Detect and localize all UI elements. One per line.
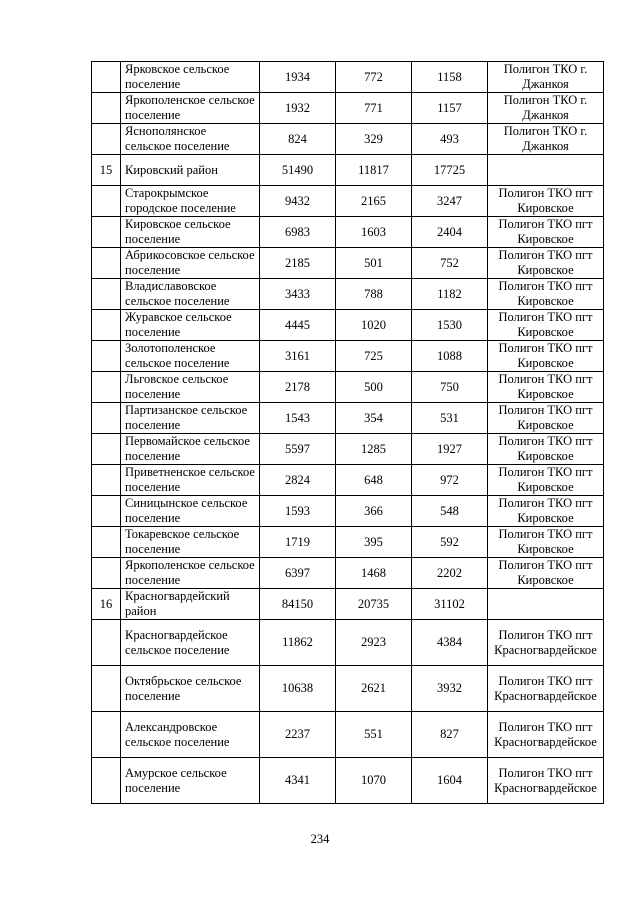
value-col-2: 20735 [336, 589, 412, 620]
row-number [92, 93, 121, 124]
value-col-3: 4384 [412, 620, 488, 666]
row-number [92, 434, 121, 465]
value-col-3: 827 [412, 712, 488, 758]
settlement-name: Токаревское сельское поселение [121, 527, 260, 558]
value-col-3: 1157 [412, 93, 488, 124]
row-number [92, 620, 121, 666]
row-number [92, 465, 121, 496]
value-col-3: 2404 [412, 217, 488, 248]
settlement-name: Яркополенское сельское поселение [121, 558, 260, 589]
row-number [92, 279, 121, 310]
value-col-1: 2824 [260, 465, 336, 496]
value-col-1: 1932 [260, 93, 336, 124]
value-col-1: 2178 [260, 372, 336, 403]
value-col-2: 725 [336, 341, 412, 372]
value-col-1: 3433 [260, 279, 336, 310]
value-col-1: 6983 [260, 217, 336, 248]
value-col-1: 51490 [260, 155, 336, 186]
row-number [92, 372, 121, 403]
value-col-1: 2185 [260, 248, 336, 279]
table-row [92, 558, 604, 589]
value-col-1: 10638 [260, 666, 336, 712]
value-col-2: 395 [336, 527, 412, 558]
value-col-2: 354 [336, 403, 412, 434]
row-number [92, 496, 121, 527]
value-col-3: 1530 [412, 310, 488, 341]
destination-landfill: Полигон ТКО пгт Кировское [488, 403, 604, 434]
settlement-name: Синицынское сельское поселение [121, 496, 260, 527]
destination-landfill: Полигон ТКО г. Джанкоя [488, 62, 604, 93]
value-col-3: 1927 [412, 434, 488, 465]
row-number [92, 403, 121, 434]
value-col-1: 5597 [260, 434, 336, 465]
table-row [92, 403, 604, 434]
value-col-1: 1719 [260, 527, 336, 558]
row-number [92, 124, 121, 155]
destination-landfill: Полигон ТКО пгт Красногвардейское [488, 620, 604, 666]
row-number: 16 [92, 589, 121, 620]
destination-landfill: Полигон ТКО пгт Кировское [488, 217, 604, 248]
settlement-name: Журавское сельское поселение [121, 310, 260, 341]
table-row [92, 124, 604, 155]
value-col-2: 501 [336, 248, 412, 279]
destination-landfill: Полигон ТКО г. Джанкоя [488, 124, 604, 155]
page-number: 234 [310, 832, 330, 846]
value-col-1: 824 [260, 124, 336, 155]
value-col-3: 3247 [412, 186, 488, 217]
table-row [92, 527, 604, 558]
destination-landfill: Полигон ТКО пгт Кировское [488, 186, 604, 217]
value-col-3: 1088 [412, 341, 488, 372]
value-col-3: 752 [412, 248, 488, 279]
table-row [92, 758, 604, 804]
row-number [92, 186, 121, 217]
row-number [92, 666, 121, 712]
settlement-name: Яркополенское сельское поселение [121, 93, 260, 124]
destination-landfill: Полигон ТКО пгт Кировское [488, 527, 604, 558]
value-col-1: 1934 [260, 62, 336, 93]
value-col-2: 1020 [336, 310, 412, 341]
settlement-name: Приветненское сельское поселение [121, 465, 260, 496]
settlement-name: Старокрымское городское поселение [121, 186, 260, 217]
table-row [92, 310, 604, 341]
destination-landfill: Полигон ТКО пгт Кировское [488, 496, 604, 527]
value-col-1: 1593 [260, 496, 336, 527]
value-col-1: 6397 [260, 558, 336, 589]
value-col-2: 1603 [336, 217, 412, 248]
value-col-3: 17725 [412, 155, 488, 186]
value-col-2: 2923 [336, 620, 412, 666]
row-number [92, 310, 121, 341]
settlement-name: Партизанское сельское поселение [121, 403, 260, 434]
table-row [92, 496, 604, 527]
value-col-2: 772 [336, 62, 412, 93]
row-number [92, 248, 121, 279]
table-row [92, 248, 604, 279]
value-col-2: 1468 [336, 558, 412, 589]
row-number [92, 712, 121, 758]
value-col-3: 2202 [412, 558, 488, 589]
table-row [92, 620, 604, 666]
row-number [92, 341, 121, 372]
settlement-name: Владиславовское сельское поселение [121, 279, 260, 310]
value-col-2: 500 [336, 372, 412, 403]
value-col-3: 750 [412, 372, 488, 403]
table-row [92, 62, 604, 93]
value-col-1: 9432 [260, 186, 336, 217]
value-col-2: 771 [336, 93, 412, 124]
table-row [92, 712, 604, 758]
destination-landfill: Полигон ТКО пгт Красногвардейское [488, 666, 604, 712]
value-col-3: 3932 [412, 666, 488, 712]
row-number [92, 558, 121, 589]
table-row [92, 465, 604, 496]
waste-distribution-table [91, 61, 604, 804]
value-col-3: 1158 [412, 62, 488, 93]
destination-landfill: Полигон ТКО пгт Кировское [488, 465, 604, 496]
value-col-3: 972 [412, 465, 488, 496]
table-row [92, 434, 604, 465]
row-number [92, 62, 121, 93]
value-col-1: 4445 [260, 310, 336, 341]
settlement-name: Ярковское сельское поселение [121, 62, 260, 93]
settlement-name: Октябрьское сельское поселение [121, 666, 260, 712]
table-row [92, 279, 604, 310]
destination-landfill: Полигон ТКО пгт Красногвардейское [488, 712, 604, 758]
destination-landfill [488, 155, 604, 186]
value-col-3: 592 [412, 527, 488, 558]
value-col-3: 1182 [412, 279, 488, 310]
destination-landfill: Полигон ТКО пгт Красногвардейское [488, 758, 604, 804]
value-col-2: 366 [336, 496, 412, 527]
value-col-3: 31102 [412, 589, 488, 620]
value-col-1: 11862 [260, 620, 336, 666]
table-row [92, 372, 604, 403]
settlement-name: Красногвардейское сельское поселение [121, 620, 260, 666]
table-row [92, 217, 604, 248]
destination-landfill: Полигон ТКО г. Джанкоя [488, 93, 604, 124]
value-col-1: 2237 [260, 712, 336, 758]
row-number [92, 758, 121, 804]
value-col-1: 4341 [260, 758, 336, 804]
value-col-2: 2165 [336, 186, 412, 217]
destination-landfill: Полигон ТКО пгт Кировское [488, 279, 604, 310]
value-col-2: 329 [336, 124, 412, 155]
table-row [92, 93, 604, 124]
destination-landfill: Полигон ТКО пгт Кировское [488, 341, 604, 372]
value-col-2: 788 [336, 279, 412, 310]
district-name: Красногвардейский район [121, 589, 260, 620]
destination-landfill: Полигон ТКО пгт Кировское [488, 558, 604, 589]
value-col-2: 551 [336, 712, 412, 758]
value-col-3: 548 [412, 496, 488, 527]
settlement-name: Абрикосовское сельское поселение [121, 248, 260, 279]
settlement-name: Золотополенское сельское поселение [121, 341, 260, 372]
value-col-2: 1070 [336, 758, 412, 804]
value-col-2: 648 [336, 465, 412, 496]
settlement-name: Льговское сельское поселение [121, 372, 260, 403]
destination-landfill: Полигон ТКО пгт Кировское [488, 310, 604, 341]
destination-landfill: Полигон ТКО пгт Кировское [488, 372, 604, 403]
value-col-1: 84150 [260, 589, 336, 620]
value-col-1: 1543 [260, 403, 336, 434]
value-col-1: 3161 [260, 341, 336, 372]
row-number: 15 [92, 155, 121, 186]
value-col-2: 1285 [336, 434, 412, 465]
settlement-name: Кировское сельское поселение [121, 217, 260, 248]
district-name: Кировский район [121, 155, 260, 186]
table-row [92, 666, 604, 712]
settlement-name: Яснополянское сельское поселение [121, 124, 260, 155]
settlement-name: Александровское сельское поселение [121, 712, 260, 758]
value-col-3: 531 [412, 403, 488, 434]
row-number [92, 217, 121, 248]
value-col-3: 1604 [412, 758, 488, 804]
table-row [92, 186, 604, 217]
destination-landfill: Полигон ТКО пгт Кировское [488, 434, 604, 465]
value-col-3: 493 [412, 124, 488, 155]
settlement-name: Первомайское сельское поселение [121, 434, 260, 465]
row-number [92, 527, 121, 558]
destination-landfill: Полигон ТКО пгт Кировское [488, 248, 604, 279]
settlement-name: Амурское сельское поселение [121, 758, 260, 804]
table-row [92, 589, 604, 620]
destination-landfill [488, 589, 604, 620]
table-row [92, 155, 604, 186]
value-col-2: 11817 [336, 155, 412, 186]
value-col-2: 2621 [336, 666, 412, 712]
table-row [92, 341, 604, 372]
